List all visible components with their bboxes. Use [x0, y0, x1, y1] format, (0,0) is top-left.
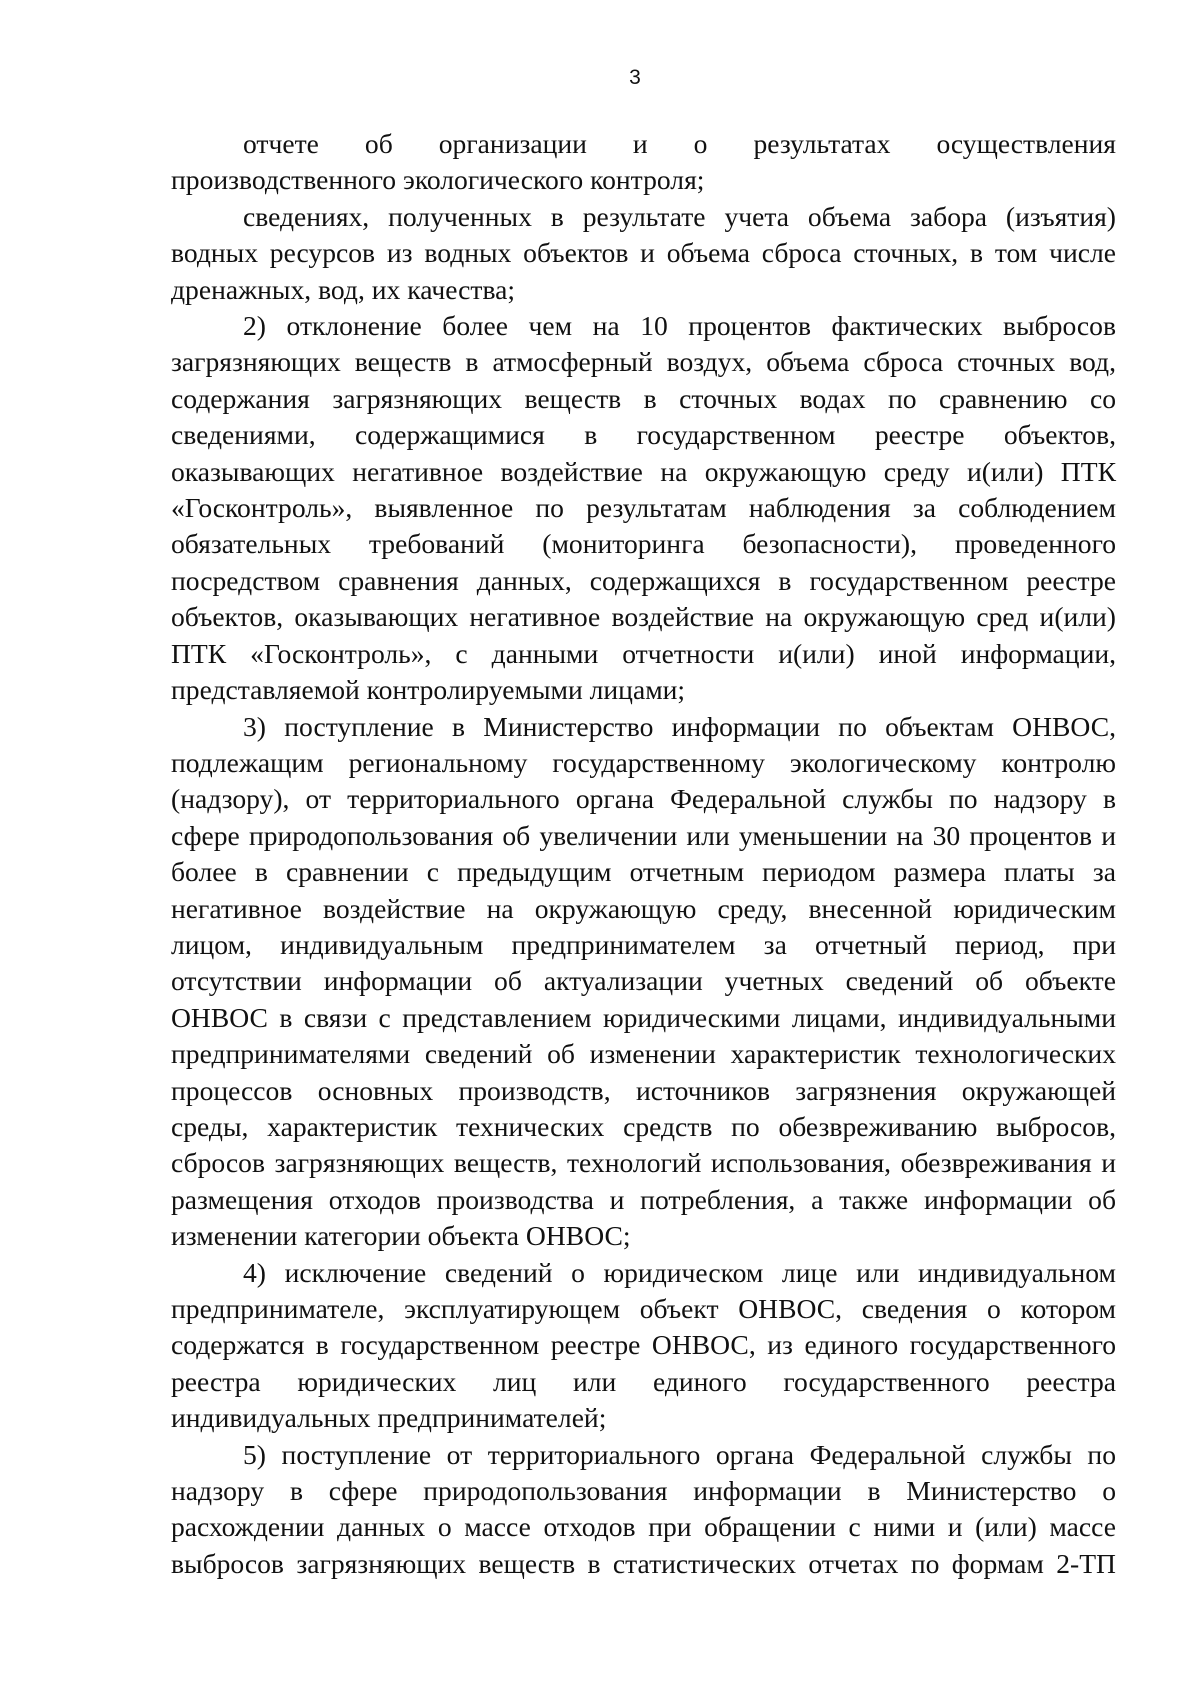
text-line: индивидуальных предпринимателей;	[171, 1402, 607, 1434]
text-line: содержания загрязняющих веществ в сточных водах по сравнению со	[171, 382, 1116, 414]
text-line: более в сравнении с предыдущим отчетным периодом размера платы за	[171, 856, 1116, 888]
text-line: (надзору), от территориального органа Федеральной службы по надзору в	[171, 783, 1116, 815]
text-line: лицом, индивидуальным предпринимателем за отчетный период, при	[171, 928, 1116, 960]
text-line: 4) исключение сведений о юридическом лице или индивидуальном	[243, 1256, 1116, 1288]
paragraph	[171, 709, 1116, 1255]
text-line: предпринимателями сведений об изменении характеристик технологических	[171, 1038, 1116, 1070]
document-body	[171, 126, 1116, 1582]
text-line: реестра юридических лиц или единого государственного реестра	[171, 1365, 1116, 1397]
text-line: отсутствии информации об актуализации учетных сведений об объекте	[171, 965, 1116, 997]
text-line: сбросов загрязняющих веществ, технологий использования, обезвреживания и	[171, 1147, 1116, 1179]
text-line: сведениях, полученных в результате учета объема забора (изъятия)	[243, 200, 1116, 232]
paragraph	[171, 1255, 1116, 1437]
text-line: сведениями, содержащимися в государственном реестре объектов,	[171, 419, 1116, 451]
text-line: производственного экологического контроля;	[171, 164, 705, 196]
page-number: 3	[629, 66, 641, 89]
text-line: сфере природопользования об увеличении или уменьшении на 30 процентов и	[171, 819, 1116, 851]
text-line: процессов основных производств, источников загрязнения окружающей	[171, 1074, 1116, 1106]
text-line: надзору в сфере природопользования информации в Министерство о	[171, 1475, 1116, 1507]
text-line: обязательных требований (мониторинга безопасности), проведенного	[171, 528, 1116, 560]
text-line: загрязняющих веществ в атмосферный воздух, объема сброса сточных вод,	[171, 346, 1116, 378]
text-line: «Госконтроль», выявленное по результатам наблюдения за соблюдением	[171, 492, 1116, 524]
text-line: ПТК «Госконтроль», с данными отчетности и(или) иной информации,	[171, 637, 1116, 669]
text-line: оказывающих негативное воздействие на окружающую среду и(или) ПТК	[171, 455, 1116, 487]
text-line: изменении категории объекта ОНВОС;	[171, 1220, 631, 1252]
text-line: ОНВОС в связи с представлением юридическими лицами, индивидуальными	[171, 1001, 1116, 1033]
text-line: содержатся в государственном реестре ОНВОС, из единого государственного	[171, 1329, 1116, 1361]
text-line: размещения отходов производства и потребления, а также информации об	[171, 1183, 1116, 1215]
paragraph	[171, 126, 1116, 199]
text-line: среды, характеристик технических средств по обезвреживанию выбросов,	[171, 1110, 1116, 1142]
paragraph	[171, 199, 1116, 308]
text-line: подлежащим региональному государственному экологическому контролю	[171, 746, 1116, 778]
text-line: посредством сравнения данных, содержащихся в государственном реестре	[171, 564, 1116, 596]
text-line: негативное воздействие на окружающую среду, внесенной юридическим	[171, 892, 1116, 924]
text-line: отчете об организации и о результатах осуществления	[243, 128, 1116, 159]
text-line: представляемой контролируемыми лицами;	[171, 674, 686, 706]
paragraph	[171, 1437, 1116, 1583]
text-line: 3) поступление в Министерство информации по объектам ОНВОС,	[243, 710, 1116, 742]
text-line: 5) поступление от территориального органа Федеральной службы по	[243, 1438, 1116, 1470]
text-line: выбросов загрязняющих веществ в статистических отчетах по формам 2-ТП	[171, 1547, 1116, 1579]
text-line: водных ресурсов из водных объектов и объема сброса сточных, в том числе	[171, 237, 1116, 269]
text-line: объектов, оказывающих негативное воздействие на окружающую сред и(или)	[171, 601, 1116, 633]
text-line: дренажных, вод, их качества;	[171, 273, 516, 305]
text-line: 2) отклонение более чем на 10 процентов фактических выбросов	[243, 310, 1116, 342]
text-line: расхождении данных о массе отходов при обращении с ними и (или) массе	[171, 1511, 1116, 1543]
text-line: предпринимателе, эксплуатирующем объект ОНВОС, сведения о котором	[171, 1293, 1116, 1324]
paragraph	[171, 308, 1116, 708]
